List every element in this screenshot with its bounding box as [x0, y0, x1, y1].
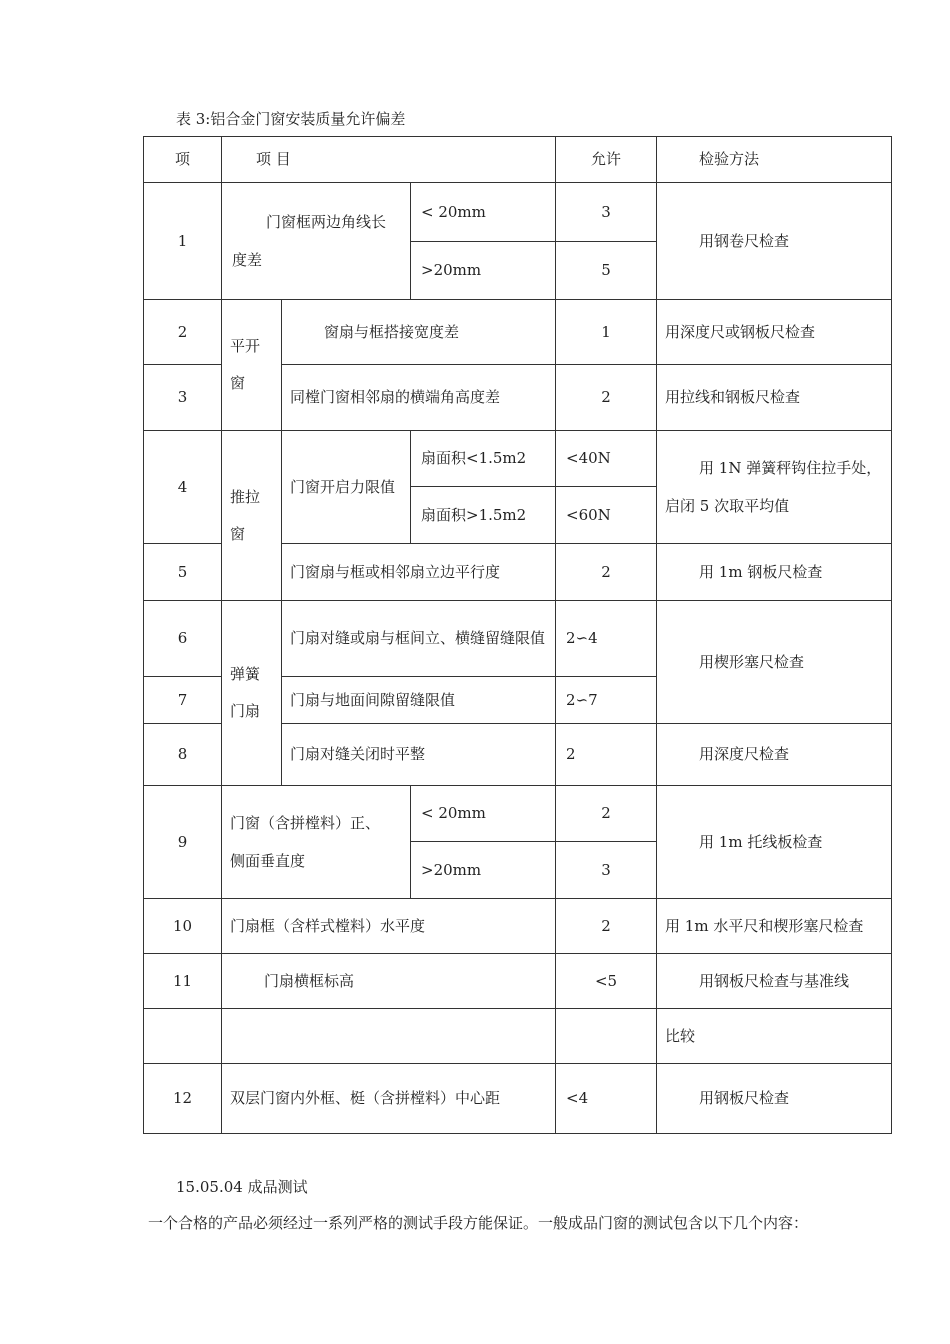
- table-row: [144, 300, 892, 365]
- row-item: 双层门窗内外框、梃（含拼樘料）中心距: [222, 1064, 556, 1134]
- row-method: 用钢卷尺检查: [657, 183, 892, 300]
- header-no: 项: [144, 137, 222, 183]
- row-no: 12: [144, 1064, 222, 1134]
- row-no: 11: [144, 954, 222, 1009]
- row-no: 7: [144, 677, 222, 724]
- row-condition: >20mm: [411, 242, 556, 300]
- row-method: 用楔形塞尺检查: [657, 601, 892, 724]
- row-value: 3: [556, 183, 657, 242]
- row-item: 门扇对缝关闭时平整: [282, 724, 556, 786]
- group-casement-window: 平开窗: [222, 300, 282, 431]
- row-item-empty: [222, 1009, 556, 1064]
- row-value: 2: [556, 786, 657, 842]
- header-allow: 允许: [556, 137, 657, 183]
- table-caption: 表 3:铝合金门窗安装质量允许偏差: [176, 110, 406, 128]
- row-method: 用 1m 水平尺和楔形塞尺检查: [657, 899, 892, 954]
- row-value: <4: [556, 1064, 657, 1134]
- row-method: 用深度尺检查: [657, 724, 892, 786]
- table-row: [144, 183, 892, 242]
- row-item: 门窗（含拼樘料）正、侧面垂直度: [222, 786, 411, 899]
- row-no-empty: [144, 1009, 222, 1064]
- row-value: 5: [556, 242, 657, 300]
- body-paragraph: 一个合格的产品必须经过一系列严格的测试手段方能保证。一般成品门窗的测试包含以下几个内容：: [148, 1214, 809, 1232]
- row-no: 5: [144, 544, 222, 601]
- table-row: [144, 954, 892, 1009]
- header-item: 项 目: [222, 137, 556, 183]
- table-header-row: [144, 137, 892, 183]
- row-item: 门窗扇与框或相邻扇立边平行度: [282, 544, 556, 601]
- row-item: 窗扇与框搭接宽度差: [282, 300, 556, 365]
- row-item: 门扇框（含样式樘料）水平度: [222, 899, 556, 954]
- row-value-empty: [556, 1009, 657, 1064]
- row-value: 1: [556, 300, 657, 365]
- row-method: 用深度尺或钢板尺检查: [657, 300, 892, 365]
- row-no: 9: [144, 786, 222, 899]
- row-item: 门扇与地面间隙留缝限值: [282, 677, 556, 724]
- table-row: [144, 786, 892, 842]
- row-condition: < 20mm: [411, 786, 556, 842]
- row-value: 2: [556, 365, 657, 431]
- row-condition: < 20mm: [411, 183, 556, 242]
- group-sliding-window: 推拉窗: [222, 431, 282, 601]
- header-method: 检验方法: [657, 137, 892, 183]
- row-value: <5: [556, 954, 657, 1009]
- row-method: 用 1m 钢板尺检查: [657, 544, 892, 601]
- row-method: 用拉线和钢板尺检查: [657, 365, 892, 431]
- row-value: 2: [556, 544, 657, 601]
- row-value: 3: [556, 842, 657, 899]
- table-row: [144, 899, 892, 954]
- section-heading: 15.05.04 成品测试: [176, 1178, 308, 1196]
- row-no: 8: [144, 724, 222, 786]
- table-row: [144, 1009, 892, 1064]
- row-condition: 扇面积>1.5m2: [411, 487, 556, 544]
- row-value: <40N: [556, 431, 657, 487]
- row-method: 用 1N 弹簧秤钩住拉手处，启闭 5 次取平均值: [657, 431, 892, 544]
- row-item: 门窗开启力限值: [282, 431, 411, 544]
- row-value: <60N: [556, 487, 657, 544]
- row-item: 门窗框两边角线长度差: [222, 183, 411, 300]
- row-no: 10: [144, 899, 222, 954]
- row-method: 用钢板尺检查与基准线: [657, 954, 892, 1009]
- tolerance-table: [143, 136, 892, 1134]
- group-spring-door: 弹簧门扇: [222, 601, 282, 786]
- row-method: 比较: [657, 1009, 892, 1064]
- row-item: 门扇横框标高: [222, 954, 556, 1009]
- row-value: 2∽7: [556, 677, 657, 724]
- row-condition: 扇面积<1.5m2: [411, 431, 556, 487]
- row-value: 2: [556, 899, 657, 954]
- row-no: 6: [144, 601, 222, 677]
- row-item: 同樘门窗相邻扇的横端角高度差: [282, 365, 556, 431]
- row-no: 1: [144, 183, 222, 300]
- row-no: 3: [144, 365, 222, 431]
- row-method: 用 1m 托线板检查: [657, 786, 892, 899]
- table-row: [144, 1064, 892, 1134]
- table-row: [144, 431, 892, 487]
- row-item: 门扇对缝或扇与框间立、横缝留缝限值: [282, 601, 556, 677]
- row-no: 2: [144, 300, 222, 365]
- row-no: 4: [144, 431, 222, 544]
- table-row: [144, 601, 892, 677]
- row-value: 2: [556, 724, 657, 786]
- row-value: 2∽4: [556, 601, 657, 677]
- row-condition: >20mm: [411, 842, 556, 899]
- row-method: 用钢板尺检查: [657, 1064, 892, 1134]
